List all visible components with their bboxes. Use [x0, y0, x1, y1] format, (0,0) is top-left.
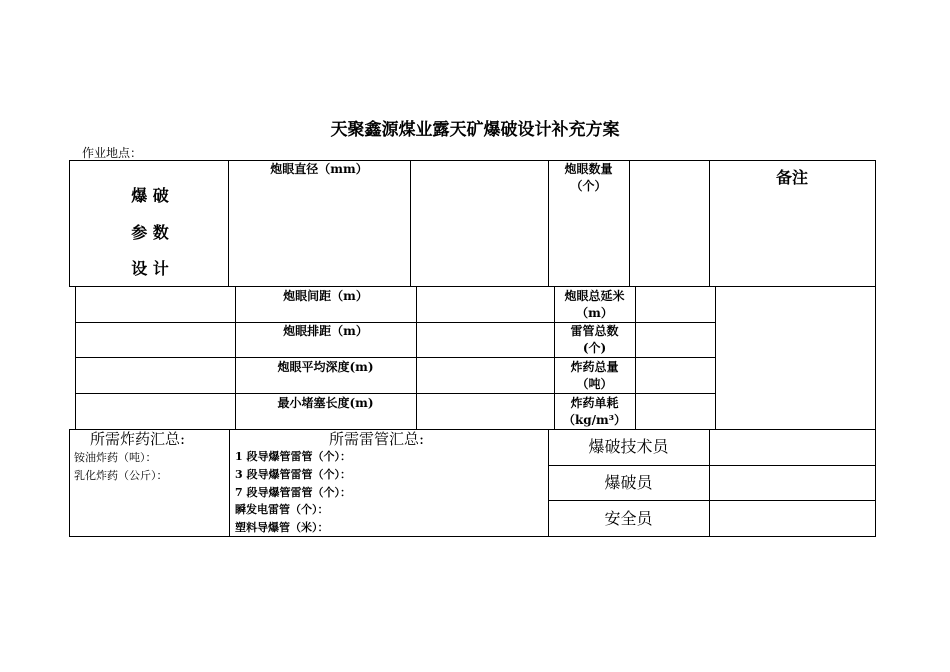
explosive-summary-item: 铵油炸药（吨）： — [74, 451, 157, 464]
hole-count-unit: （个） — [570, 179, 607, 193]
hole-total-length-label: 炮眼总延米 — [564, 289, 625, 303]
hole-total-length-unit: （m） — [576, 306, 613, 320]
explosive-summary-heading: 所需炸药汇总: — [90, 430, 186, 448]
detonator-summary-item: 3 段导爆管雷管（个）： — [235, 468, 351, 481]
remarks-label: 备注 — [775, 168, 808, 187]
detonator-total-label: 雷管总数 — [570, 324, 619, 338]
hole-diameter-label: 炮眼直径（mm） — [270, 162, 368, 176]
detonator-summary-item: 瞬发电雷管（个）： — [235, 503, 329, 516]
document-title: 天聚鑫源煤业露天矿爆破设计补充方案 — [330, 120, 620, 140]
explosive-unit-consumption-label: 炸药单耗 — [570, 396, 619, 410]
role-safety-officer: 安全员 — [604, 509, 653, 528]
explosive-total-unit: （吨） — [576, 377, 613, 391]
min-stemming-label: 最小堵塞长度(m) — [277, 396, 374, 410]
detonator-summary-item: 7 段导爆管雷管（个）： — [235, 486, 351, 499]
explosive-total-label: 炸药总量 — [570, 360, 619, 374]
detonator-total-unit: (个) — [582, 341, 607, 355]
explosive-unit-consumption-unit: （kg/m³） — [562, 413, 627, 427]
hole-count-label: 炮眼数量 — [564, 162, 613, 176]
explosive-summary-item: 乳化炸药（公斤）： — [74, 469, 168, 482]
role-blasting-technician: 爆破技术员 — [588, 437, 669, 456]
detonator-summary-item: 塑料导爆管（米）： — [235, 521, 329, 534]
role-blaster: 爆破员 — [604, 473, 653, 492]
detonator-summary-heading: 所需雷管汇总: — [329, 430, 425, 448]
section-label-line-2: 参 数 — [131, 223, 169, 242]
section-label-line-3: 设 计 — [131, 259, 169, 278]
hole-avg-depth-label: 炮眼平均深度(m) — [277, 360, 374, 374]
section-label-line-1: 爆 破 — [131, 186, 169, 205]
hole-spacing-label: 炮眼间距（m） — [283, 289, 368, 303]
hole-row-spacing-label: 炮眼排距（m） — [283, 324, 368, 338]
work-site-label: 作业地点： — [82, 146, 143, 160]
detonator-summary-item: 1 段导爆管雷管（个）： — [235, 450, 351, 463]
